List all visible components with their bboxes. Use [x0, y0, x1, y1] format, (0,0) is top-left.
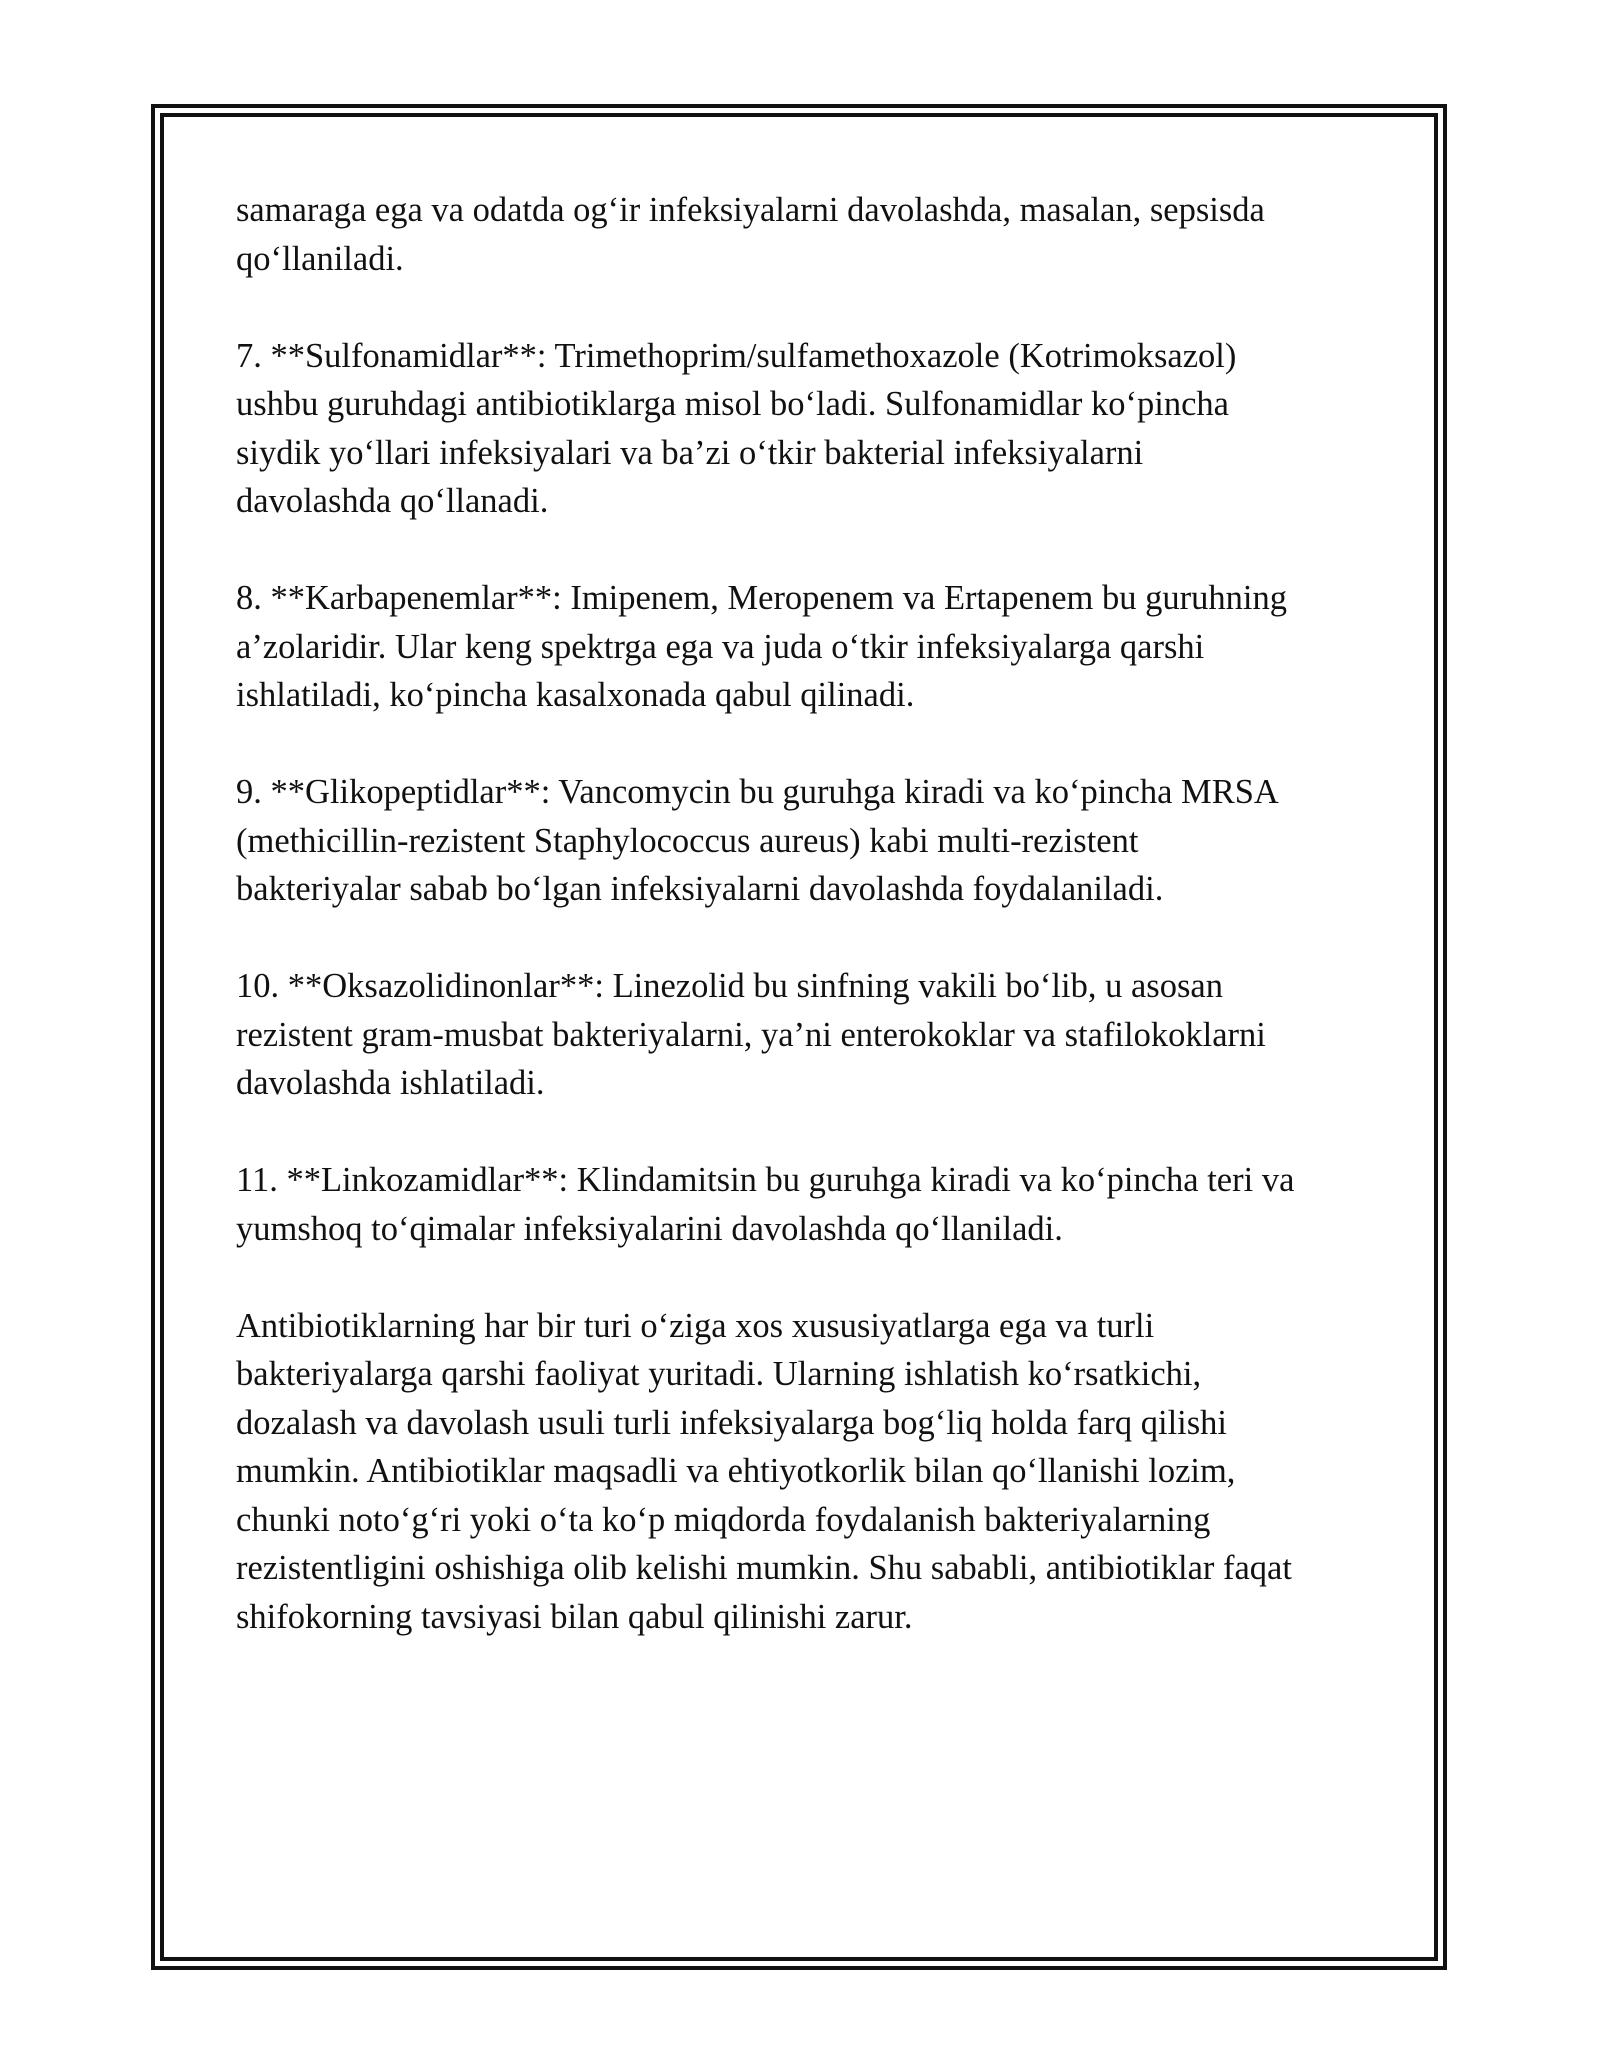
text-line: 9. **Glikopeptidlar**: Vancomycin bu guruhga kiradi va ko‘pincha MRSA: [236, 773, 1279, 811]
paragraph-item-7: [236, 332, 1376, 526]
paragraph-item-11: [236, 1156, 1376, 1253]
paragraph-item-10: [236, 962, 1376, 1108]
text-line: Antibiotiklarning har bir turi o‘ziga xos xususiyatlarga ega va turli: [236, 1306, 1155, 1345]
text-line: chunki noto‘g‘ri yoki o‘ta ko‘p miqdorda foydalanish bakteriyalarning: [236, 1500, 1211, 1539]
text-line: rezistentligini oshishiga olib kelishi mumkin. Shu sababli, antibiotiklar faqat: [236, 1549, 1292, 1587]
text-line: ushbu guruhdagi antibiotiklarga misol bo‘ladi. Sulfonamidlar ko‘pincha: [236, 385, 1229, 423]
text-line: davolashda ishlatiladi.: [236, 1064, 545, 1102]
text-line: mumkin. Antibiotiklar maqsadli va ehtiyotkorlik bilan qo‘llanishi lozim,: [236, 1452, 1236, 1490]
paragraph-continuation: [236, 186, 1376, 283]
paragraph-conclusion: [236, 1302, 1376, 1642]
text-line: 8. **Karbapenemlar**: Imipenem, Meropenem va Ertapenem bu guruhning: [236, 579, 1287, 617]
text-line: davolashda qo‘llanadi.: [236, 482, 549, 520]
paragraph-item-9: [236, 768, 1376, 914]
text-line: rezistent gram-musbat bakteriyalarni, ya’ni enterokoklar va stafilokoklarni: [236, 1015, 1266, 1054]
text-line: 10. **Oksazolidinonlar**: Linezolid bu sinfning vakili bo‘lib, u asosan: [236, 967, 1223, 1005]
text-line: ishlatiladi, ko‘pincha kasalxonada qabul qilinadi.: [236, 676, 915, 714]
paragraph-item-8: [236, 574, 1376, 720]
text-line: bakteriyalar sabab bo‘lgan infeksiyalarni davolashda foydalaniladi.: [236, 870, 1164, 908]
text-line: samaraga ega va odatda og‘ir infeksiyalarni davolashda, masalan, sepsisda: [236, 191, 1265, 229]
text-line: a’zolaridir. Ular keng spektrga ega va juda o‘tkir infeksiyalarga qarshi: [236, 627, 1205, 666]
text-line: 11. **Linkozamidlar**: Klindamitsin bu guruhga kiradi va ko‘pincha teri va: [236, 1161, 1295, 1199]
text-line: siydik yo‘llari infeksiyalari va ba’zi o‘tkir bakterial infeksiyalarni: [236, 433, 1144, 472]
text-line: dozalash va davolash usuli turli infeksiyalarga bog‘liq holda farq qilishi: [236, 1403, 1228, 1442]
text-line: 7. **Sulfonamidlar**: Trimethoprim/sulfamethoxazole (Kotrimoksazol): [236, 336, 1237, 375]
text-line: bakteriyalarga qarshi faoliyat yuritadi. Ularning ishlatish ko‘rsatkichi,: [236, 1355, 1202, 1393]
text-line: (methicillin-rezistent Staphylococcus aureus) kabi multi-rezistent: [236, 821, 1139, 860]
document-body: [236, 186, 1376, 1690]
text-line: yumshoq to‘qimalar infeksiyalarini davolashda qo‘llaniladi.: [236, 1209, 1063, 1248]
text-line: qo‘llaniladi.: [236, 239, 404, 278]
text-line: shifokorning tavsiyasi bilan qabul qilinishi zarur.: [236, 1597, 913, 1636]
